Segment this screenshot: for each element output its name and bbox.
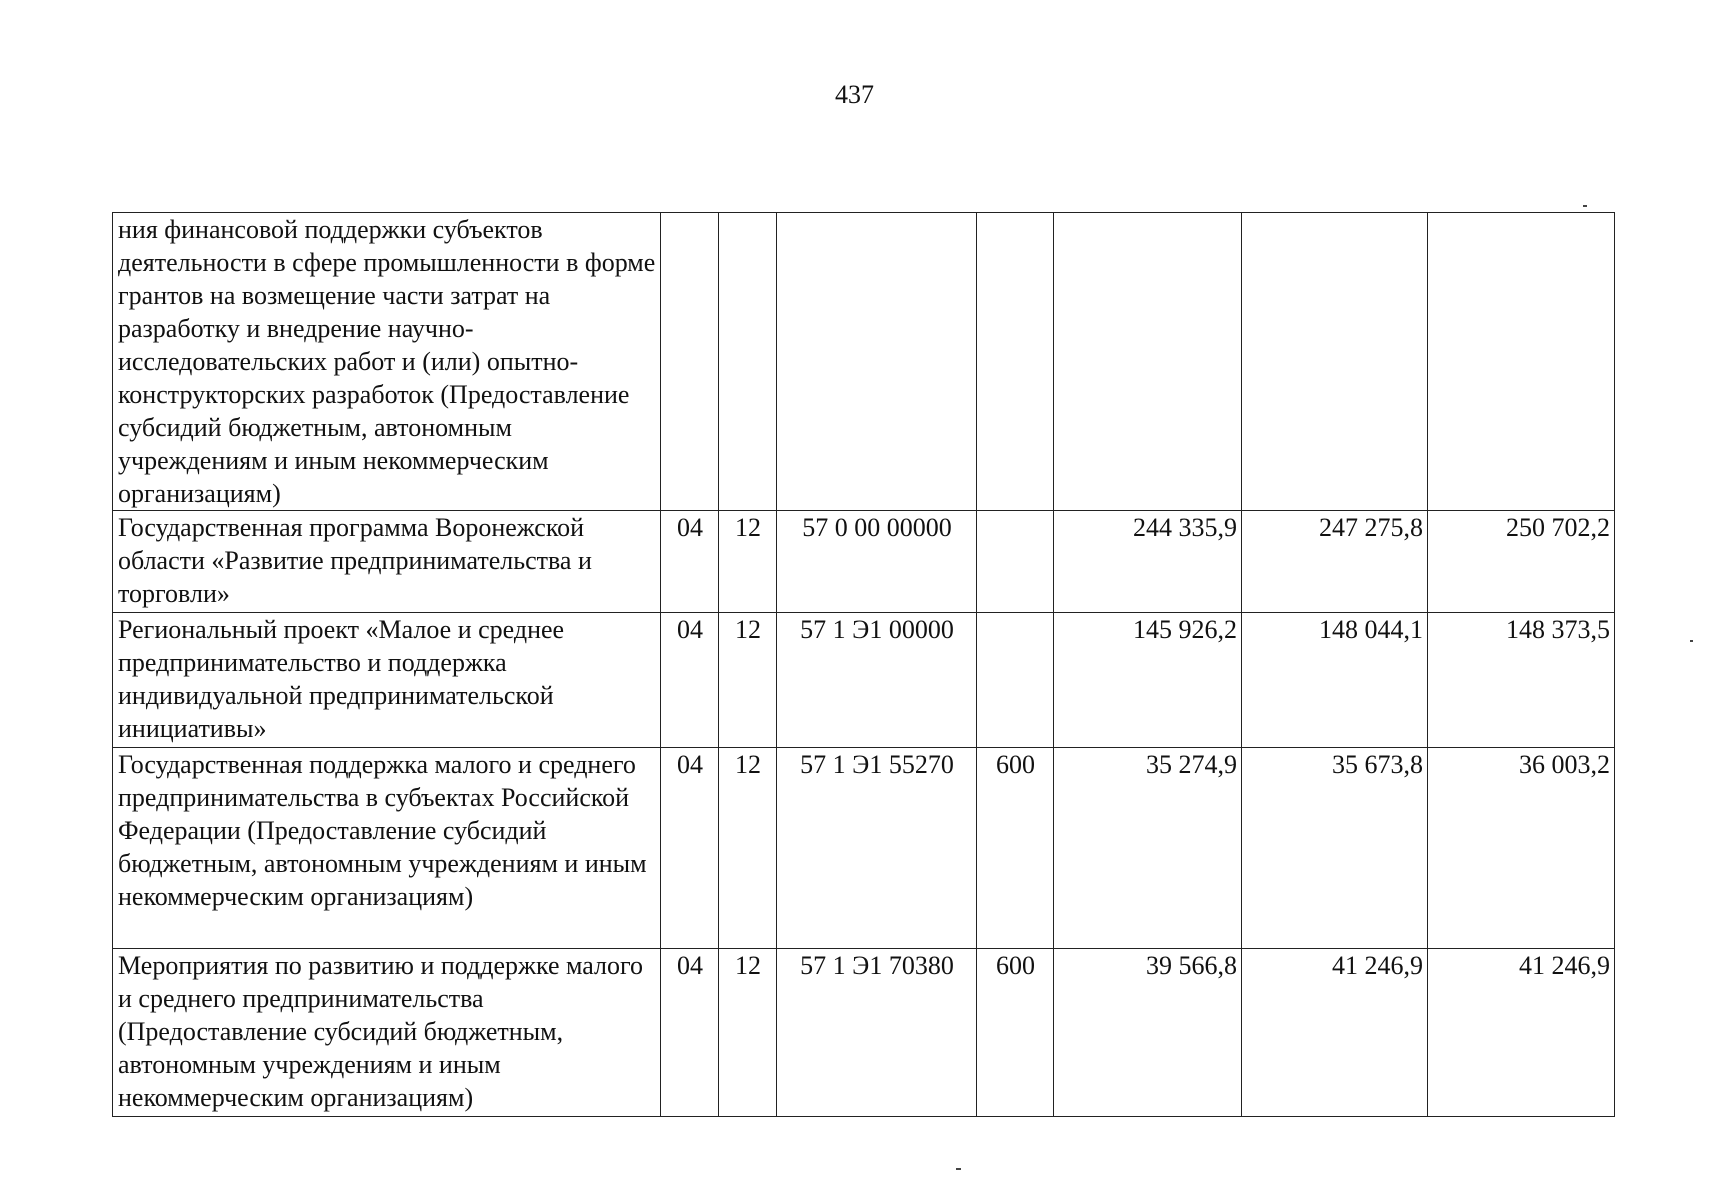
item-name-cell: Государственная программа Воронежской области «Развитие предпринимательства и торговли» [113, 511, 661, 613]
amount-year-1-cell: 35 274,9 [1054, 748, 1242, 949]
subsection-code-cell: 12 [719, 748, 777, 949]
amount-year-1-cell: 145 926,2 [1054, 613, 1242, 748]
page-number: 437 [835, 80, 874, 109]
target-article-cell [777, 213, 977, 511]
item-name-cell: ния финансовой поддержки субъектов деятельности в сфере промышленности в форме грантов на возмещение части затрат на разработку и внедрение научно-исследовательских работ и (или) опытно-конструкторских разработок (Предоставление субсидий бюджетным, автономным учреждениям и иным некоммерческим организациям) [113, 213, 661, 511]
table-row [113, 511, 1615, 613]
expense-type-cell: 600 [977, 748, 1054, 949]
table-row [113, 949, 1615, 1117]
subsection-code-cell: 12 [719, 949, 777, 1117]
target-article-cell: 57 0 00 00000 [777, 511, 977, 613]
expense-type-cell: 600 [977, 949, 1054, 1117]
amount-year-2-cell [1242, 213, 1428, 511]
item-name-cell: Мероприятия по развитию и поддержке малого и среднего предпринимательства (Предоставление субсидий бюджетным, автономным учреждениям и иным некоммерческим организациям) [113, 949, 661, 1117]
subsection-code-cell: 12 [719, 613, 777, 748]
amount-year-1-cell: 244 335,9 [1054, 511, 1242, 613]
target-article-cell: 57 1 Э1 00000 [777, 613, 977, 748]
table-row [113, 748, 1615, 949]
table-row [113, 613, 1615, 748]
scan-speck [1690, 640, 1693, 642]
amount-year-2-cell: 247 275,8 [1242, 511, 1428, 613]
scan-speck [956, 1168, 961, 1170]
amount-year-2-cell: 41 246,9 [1242, 949, 1428, 1117]
subsection-code-cell: 12 [719, 511, 777, 613]
amount-year-1-cell: 39 566,8 [1054, 949, 1242, 1117]
section-code-cell: 04 [661, 613, 719, 748]
amount-year-3-cell: 41 246,9 [1428, 949, 1615, 1117]
expense-type-cell [977, 213, 1054, 511]
scan-speck [1583, 205, 1587, 207]
section-code-cell: 04 [661, 511, 719, 613]
item-name-cell: Региональный проект «Малое и среднее предпринимательство и поддержка индивидуальной предпринимательской инициативы» [113, 613, 661, 748]
expense-type-cell [977, 613, 1054, 748]
item-name-cell: Государственная поддержка малого и среднего предпринимательства в субъектах Российской Федерации (Предоставление субсидий бюджетным, автономным учреждениям и иным некоммерческим организациям) [113, 748, 661, 949]
amount-year-3-cell: 36 003,2 [1428, 748, 1615, 949]
amount-year-1-cell [1054, 213, 1242, 511]
section-code-cell [661, 213, 719, 511]
target-article-cell: 57 1 Э1 55270 [777, 748, 977, 949]
section-code-cell: 04 [661, 748, 719, 949]
section-code-cell: 04 [661, 949, 719, 1117]
amount-year-2-cell: 148 044,1 [1242, 613, 1428, 748]
target-article-cell: 57 1 Э1 70380 [777, 949, 977, 1117]
amount-year-3-cell: 148 373,5 [1428, 613, 1615, 748]
table-row [113, 213, 1615, 511]
budget-table [112, 212, 1615, 1117]
amount-year-3-cell: 250 702,2 [1428, 511, 1615, 613]
amount-year-3-cell [1428, 213, 1615, 511]
amount-year-2-cell: 35 673,8 [1242, 748, 1428, 949]
subsection-code-cell [719, 213, 777, 511]
expense-type-cell [977, 511, 1054, 613]
